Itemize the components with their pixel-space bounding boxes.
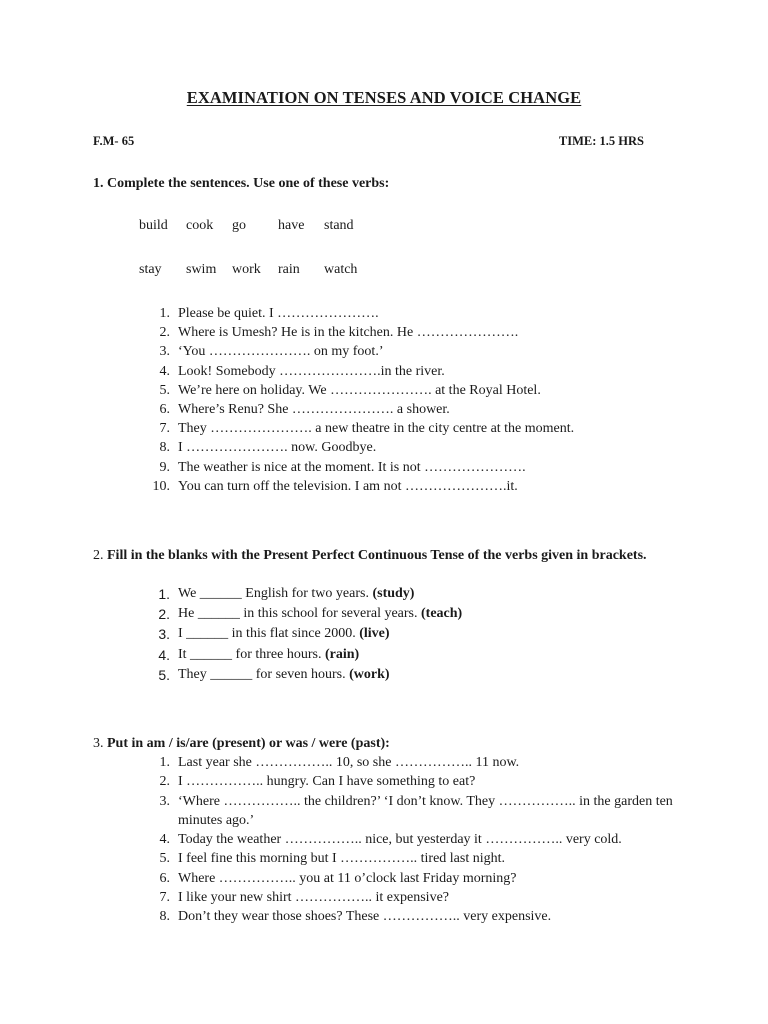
section-3-questions: [148, 753, 678, 927]
question-text: [178, 794, 673, 828]
question-item: [148, 304, 574, 323]
question-number: 10.: [152, 478, 170, 494]
question-number: 4.: [158, 646, 170, 663]
question-number: 3.: [159, 344, 170, 360]
question-number: 4.: [159, 832, 170, 848]
section-1-questions: [148, 304, 574, 496]
bracket-verb: (work): [349, 666, 390, 682]
question-item: [148, 888, 678, 907]
question-text: [178, 364, 445, 379]
question-number: 1.: [159, 755, 170, 770]
question-sentence: ‘You …………………. on my foot.’: [178, 344, 384, 360]
question-item: [148, 753, 678, 772]
verb-word: stay: [139, 262, 162, 277]
question-text: [178, 586, 414, 601]
question-number: 5.: [159, 382, 170, 398]
question-sentence: Where is Umesh? He is in the kitchen. He ………………….: [178, 325, 519, 341]
question-sentence: Don’t they wear those shoes? These …………….. very expensive.: [178, 909, 552, 925]
verb-word: cook: [186, 218, 214, 233]
question-sentence: I feel fine this morning but I …………….. tired last night.: [178, 851, 506, 867]
question-item: [148, 323, 574, 342]
question-number: 5.: [158, 666, 170, 683]
question-item: [148, 849, 678, 868]
question-item: [148, 624, 462, 644]
verb-word: swim: [186, 262, 217, 277]
question-item: [148, 645, 462, 665]
question-sentence: Look! Somebody ………………….in the river.: [178, 363, 445, 379]
question-sentence: Where …………….. you at 11 o’clock last Friday morning?: [178, 870, 517, 886]
question-item: [148, 458, 574, 477]
question-sentence: We ______ English for two years.: [178, 586, 369, 601]
verb-word: watch: [324, 262, 358, 277]
question-sentence: Where’s Renu? She …………………. a shower.: [178, 401, 450, 417]
question-sentence: The weather is nice at the moment. It is not ………………….: [178, 459, 526, 475]
question-text: [178, 606, 462, 621]
question-item: [148, 665, 462, 685]
question-sentence: I like your new shirt …………….. it expensive?: [178, 890, 450, 906]
question-item: [148, 907, 678, 926]
question-number: 3.: [158, 626, 170, 643]
question-number: 1.: [159, 306, 170, 321]
question-sentence: Please be quiet. I ………………….: [178, 306, 379, 321]
question-number: 3.: [159, 793, 170, 809]
question-number: 9.: [159, 459, 170, 475]
question-text: [178, 851, 505, 866]
question-item: [148, 830, 678, 849]
question-number: 8.: [159, 440, 170, 456]
question-text: [178, 909, 551, 924]
question-sentence: It ______ for three hours.: [178, 646, 322, 662]
question-number: 2.: [158, 606, 170, 623]
question-item: [148, 584, 462, 604]
question-text: [178, 479, 518, 494]
section-2-heading: 2. Fill in the blanks with the Present Perfect Continuous Tense of the verbs given in brackets.: [93, 548, 647, 563]
bracket-verb: (study): [372, 586, 415, 601]
question-sentence: I …………………. now. Goodbye.: [178, 440, 377, 456]
question-number: 2.: [159, 774, 170, 790]
verb-word: rain: [278, 262, 300, 277]
question-item: [148, 604, 462, 624]
section-3-heading: 3. Put in am / is/are (present) or was / were (past):: [93, 736, 390, 751]
time-allowed: TIME: 1.5 HRS: [558, 134, 644, 148]
question-text: [178, 421, 574, 436]
question-text: [178, 402, 450, 417]
question-sentence: Last year she …………….. 10, so she …………….. 11 now.: [178, 755, 520, 770]
bracket-verb: (rain): [324, 646, 360, 662]
question-text: [178, 344, 383, 359]
question-item: [148, 477, 574, 496]
question-text: [178, 306, 379, 321]
question-text: [178, 890, 449, 905]
question-text: [178, 383, 541, 398]
verb-word: work: [232, 262, 261, 277]
question-number: 6.: [159, 401, 170, 417]
section-2-questions: [148, 584, 462, 685]
verb-word: have: [278, 218, 305, 233]
question-text: [178, 774, 475, 789]
question-sentence: They …………………. a new theatre in the city centre at the moment.: [178, 421, 575, 437]
question-number: 6.: [159, 870, 170, 886]
question-number: 5.: [159, 851, 170, 867]
question-text: [178, 871, 517, 886]
question-number: 1.: [158, 586, 170, 602]
question-sentence: They ______ for seven hours.: [178, 666, 346, 682]
question-item: [148, 381, 574, 400]
question-text: [178, 440, 376, 455]
verb-word: go: [232, 218, 246, 233]
verb-word: build: [139, 218, 168, 233]
question-text: [178, 832, 622, 847]
bracket-verb: (live): [359, 626, 390, 642]
question-sentence: You can turn off the television. I am not ………………….it.: [178, 478, 518, 494]
question-number: 4.: [159, 363, 170, 379]
question-item: [148, 869, 678, 888]
question-number: 8.: [159, 909, 170, 925]
question-item: [148, 792, 678, 831]
question-sentence: We’re here on holiday. We …………………. at the Royal Hotel.: [178, 382, 541, 398]
question-text: [178, 647, 359, 662]
bracket-verb: (teach): [421, 606, 463, 622]
question-item: [148, 400, 574, 419]
question-text: [178, 325, 518, 340]
question-text: [178, 626, 390, 641]
page-title: EXAMINATION ON TENSES AND VOICE CHANGE: [186, 88, 582, 107]
question-number: 2.: [159, 325, 170, 341]
question-item: [148, 342, 574, 361]
question-item: [148, 362, 574, 381]
question-text: [178, 460, 526, 475]
question-sentence: I …………….. hungry. Can I have something to eat?: [178, 774, 476, 790]
question-text: [178, 667, 390, 682]
question-number: 7.: [159, 890, 170, 906]
verb-word: stand: [324, 218, 354, 233]
question-item: [148, 438, 574, 457]
question-sentence: He ______ in this school for several years.: [178, 606, 418, 622]
question-item: [148, 772, 678, 791]
question-sentence: I ______ in this flat since 2000.: [178, 626, 356, 642]
question-item: [148, 419, 574, 438]
section-1-heading: 1. Complete the sentences. Use one of these verbs:: [93, 176, 390, 191]
question-sentence: ‘Where …………….. the children?’ ‘I don’t know. They …………….. in the garden ten minutes ago.’: [178, 793, 673, 828]
question-sentence: Today the weather …………….. nice, but yesterday it …………….. very cold.: [178, 832, 622, 848]
question-number: 7.: [159, 421, 170, 437]
full-marks: F.M- 65: [93, 134, 135, 148]
question-text: [178, 755, 519, 770]
